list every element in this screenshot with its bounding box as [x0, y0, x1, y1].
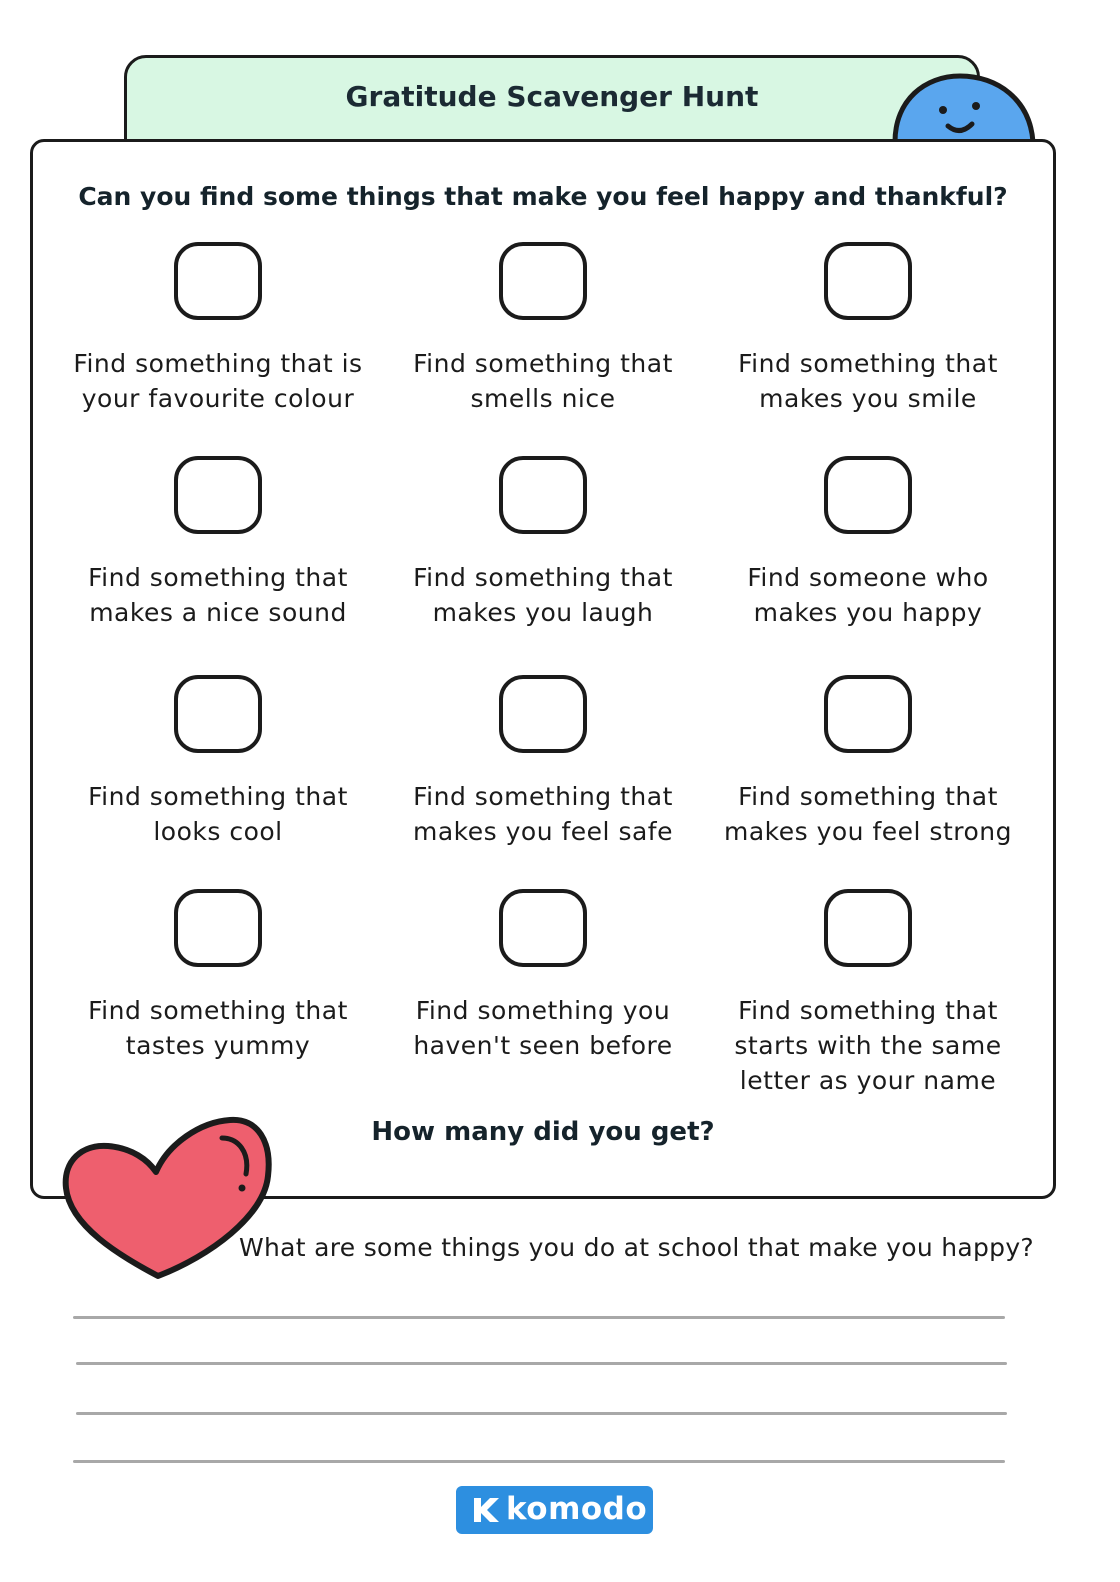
- komodo-logo: [456, 1486, 653, 1534]
- checkbox[interactable]: [499, 675, 587, 753]
- hunt-item: [378, 242, 708, 416]
- hunt-item: [53, 242, 383, 416]
- checkbox[interactable]: [174, 889, 262, 967]
- hunt-item: [703, 242, 1033, 416]
- item-label: Find someone who makes you happy: [747, 563, 989, 627]
- item-label: Find something that tastes yummy: [88, 996, 348, 1060]
- item-label: Find something that is your favourite colour: [73, 349, 363, 413]
- hunt-item: [703, 675, 1033, 849]
- item-label: Find something that starts with the same letter as your name: [734, 996, 1002, 1095]
- hunt-item: [53, 675, 383, 849]
- hunt-item: [378, 675, 708, 849]
- count-question: How many did you get?: [371, 1117, 715, 1147]
- reflection-question: What are some things you do at school that make you happy?: [239, 1233, 1034, 1262]
- brand-name: komodo: [506, 1491, 648, 1527]
- checkbox[interactable]: [174, 675, 262, 753]
- hunt-item: [53, 456, 383, 630]
- checkbox[interactable]: [174, 456, 262, 534]
- item-label: Find something that makes you laugh: [413, 563, 673, 627]
- item-label: Find something that makes a nice sound: [88, 563, 348, 627]
- hunt-item: [53, 889, 383, 1063]
- hunt-item: [378, 456, 708, 630]
- checkbox[interactable]: [499, 889, 587, 967]
- hunt-item: [703, 889, 1033, 1098]
- checkbox[interactable]: [824, 889, 912, 967]
- page-title: Gratitude Scavenger Hunt: [345, 80, 759, 113]
- checkbox[interactable]: [499, 242, 587, 320]
- writing-line[interactable]: [76, 1412, 1007, 1415]
- checkbox[interactable]: [174, 242, 262, 320]
- hunt-item: [378, 889, 708, 1063]
- komodo-logo-icon: [472, 1496, 500, 1524]
- item-label: Find something that makes you feel strong: [723, 782, 1012, 846]
- writing-line[interactable]: [76, 1362, 1007, 1365]
- writing-line[interactable]: [73, 1316, 1005, 1319]
- card-question: Can you find some things that make you feel happy and thankful?: [78, 182, 1008, 211]
- item-label: Find something that makes you feel safe: [413, 782, 673, 846]
- checkbox[interactable]: [824, 675, 912, 753]
- checkbox[interactable]: [499, 456, 587, 534]
- item-label: Find something that makes you smile: [738, 349, 998, 413]
- item-label: Find something you haven't seen before: [413, 996, 673, 1060]
- scavenger-card: [30, 139, 1056, 1199]
- item-label: Find something that smells nice: [413, 349, 673, 413]
- writing-line[interactable]: [73, 1460, 1005, 1463]
- checkbox[interactable]: [824, 242, 912, 320]
- item-label: Find something that looks cool: [88, 782, 348, 846]
- smiley-mascot-icon: [890, 70, 1040, 150]
- checkbox[interactable]: [824, 456, 912, 534]
- hunt-item: [703, 456, 1033, 630]
